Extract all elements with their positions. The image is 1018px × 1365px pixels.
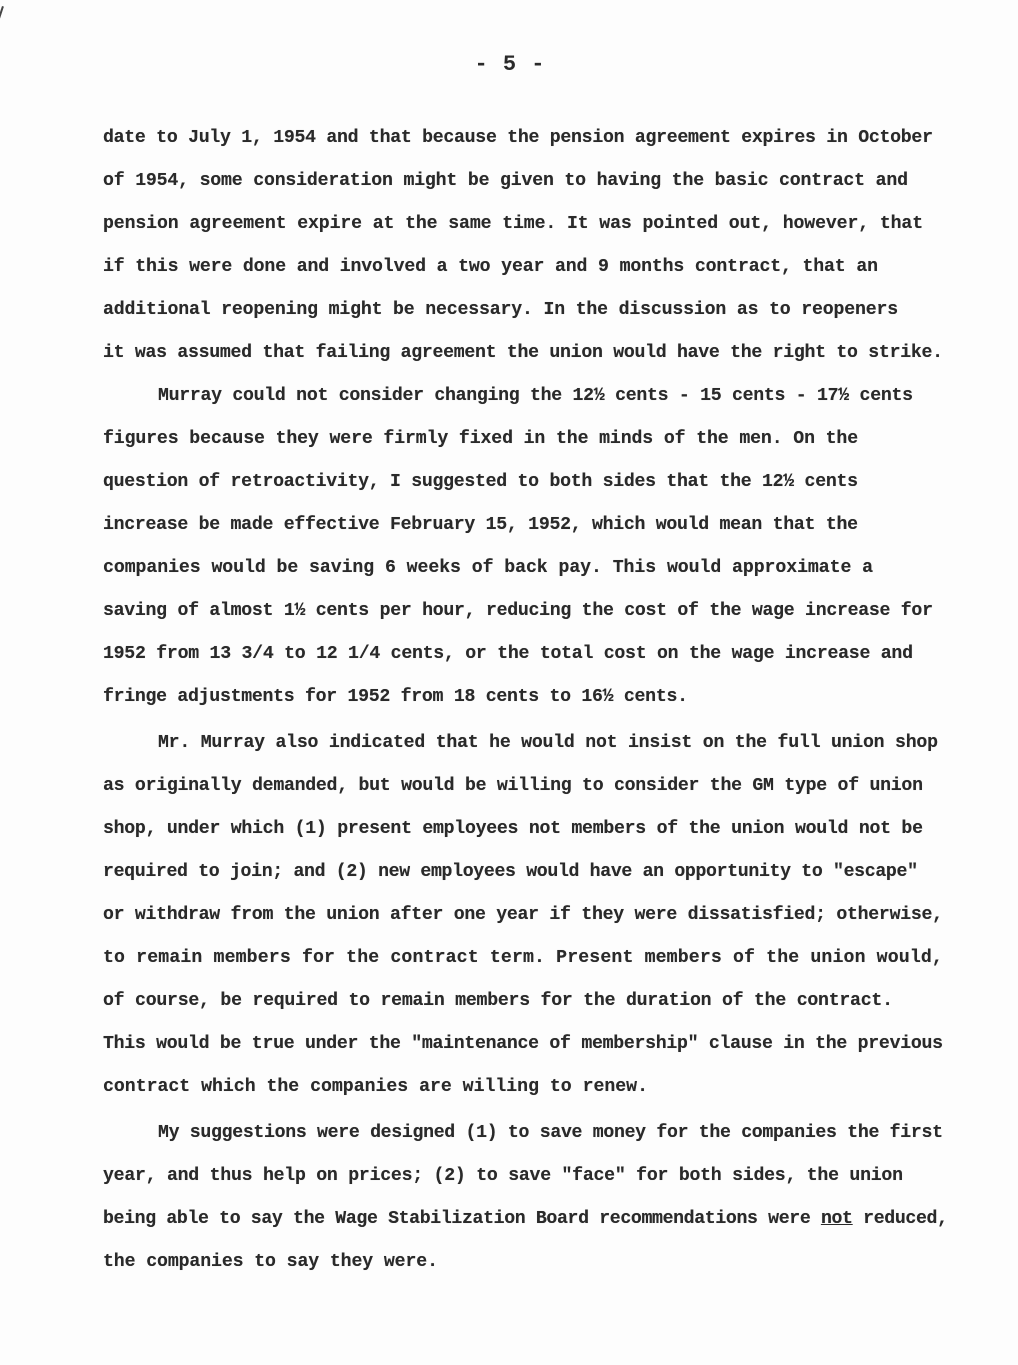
text-line: if this were done and involved a two year and 9 months contract, that an [103,257,878,277]
text-line: required to join; and (2) new employees would have an opportunity to "escape" [103,862,918,882]
text-line: date to July 1, 1954 and that because the pension agreement expires in October [103,128,933,148]
text-line: This would be true under the "maintenance of membership" clause in the previous [103,1034,943,1054]
text-line: to remain members for the contract term. Present members of the union would, [103,948,943,968]
text-line: being able to say the Wage Stabilization Board recommendations were not reduced, [103,1209,948,1229]
text-line: year, and thus help on prices; (2) to save "face" for both sides, the union [103,1166,903,1186]
text-line: saving of almost 1½ cents per hour, reducing the cost of the wage increase for [103,601,933,621]
margin-pen-mark [0,6,13,48]
text-line: fringe adjustments for 1952 from 18 cents to 16½ cents. [103,687,688,707]
text-line: pension agreement expire at the same time. It was pointed out, however, that [103,214,923,234]
text-line: companies would be saving 6 weeks of back pay. This would approximate a [103,558,873,578]
text-line: the companies to say they were. [103,1252,438,1272]
text-line: of course, be required to remain members for the duration of the contract. [103,991,893,1011]
text-line: contract which the companies are willing to renew. [103,1077,648,1097]
text-line: of 1954, some consideration might be given to having the basic contract and [103,171,908,191]
text-line: Murray could not consider changing the 12½ cents - 15 cents - 17½ cents [158,386,913,406]
underlined-emphasis: not [820,1209,853,1229]
page-number: - 5 - [474,52,546,77]
text-line: it was assumed that failing agreement the union would have the right to strike. [103,343,943,363]
text-line: increase be made effective February 15, 1952, which would mean that the [103,515,858,535]
text-line: 1952 from 13 3/4 to 12 1/4 cents, or the total cost on the wage increase and [103,644,913,664]
text-line: figures because they were firmly fixed in the minds of the men. On the [103,429,858,449]
text-line: My suggestions were designed (1) to save money for the companies the first [158,1123,943,1143]
text-line: or withdraw from the union after one year if they were dissatisfied; otherwise, [103,905,943,925]
text-line: as originally demanded, but would be willing to consider the GM type of union [103,776,923,796]
text-line: shop, under which (1) present employees not members of the union would not be [103,819,923,839]
text-line: Mr. Murray also indicated that he would not insist on the full union shop [158,733,938,753]
text-line: additional reopening might be necessary. In the discussion as to reopeners [103,300,898,320]
text-line: question of retroactivity, I suggested to both sides that the 12½ cents [103,472,858,492]
